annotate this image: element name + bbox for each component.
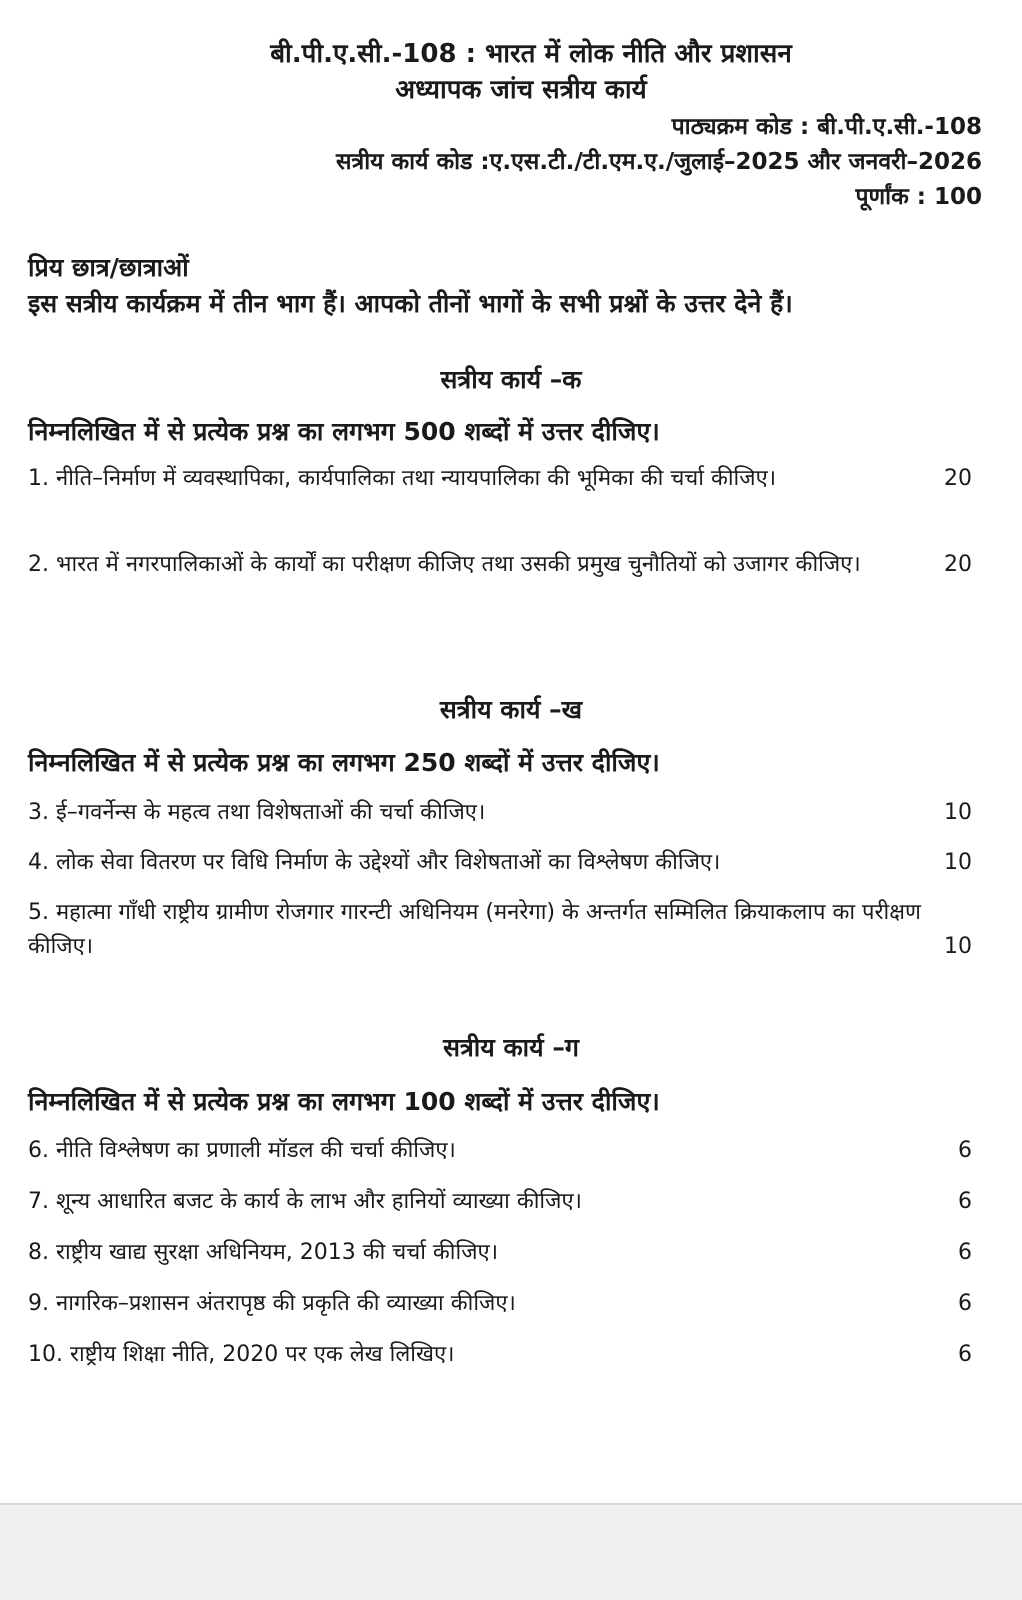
intro-text: इस सत्रीय कार्यक्रम में तीन भाग हैं। आपको तीनों भागों के सभी प्रश्नों के उत्तर देने हैं। [28, 289, 793, 318]
question-item [28, 796, 972, 830]
question-item [28, 1185, 972, 1219]
question-item [28, 1134, 972, 1168]
question-marks: 6 [958, 1291, 972, 1316]
question-item [28, 896, 972, 964]
question-item [28, 1236, 972, 1270]
assignment-code: सत्रीय कार्य कोड :ए.एस.टी./टी.एम.ए./जुलाई–2025 और जनवरी–2026 [335, 149, 982, 175]
section-title-c: सत्रीय कार्य –ग [443, 1033, 579, 1062]
course-title: बी.पी.ए.सी.-108 : भारत में लोक नीति और प्रशासन [270, 39, 792, 69]
question-text: 5. महात्मा गाँधी राष्ट्रीय ग्रामीण रोजगार गारन्टी अधिनियम (मनरेगा) के अन्तर्गत सम्मिलित क्रियाकलाप का परीक्षण कीजिए। [28, 900, 921, 959]
question-text: 6. नीति विश्लेषण का प्रणाली मॉडल की चर्चा कीजिए। [28, 1138, 456, 1163]
question-item [28, 1287, 972, 1321]
section-instruction-a: निम्नलिखित में से प्रत्येक प्रश्न का लगभग 500 शब्दों में उत्तर दीजिए। [28, 417, 660, 446]
salutation [28, 250, 793, 322]
document-header [0, 36, 1022, 108]
question-marks: 6 [958, 1138, 972, 1163]
section-instruction-c: निम्नलिखित में से प्रत्येक प्रश्न का लगभग 100 शब्दों में उत्तर दीजिए। [28, 1087, 660, 1116]
question-item [28, 548, 972, 582]
question-marks: 20 [944, 552, 972, 577]
question-text: 2. भारत में नगरपालिकाओं के कार्यों का परीक्षण कीजिए तथा उसकी प्रमुख चुनौतियों को उजागर कीजिए। [28, 552, 861, 577]
question-text: 7. शून्य आधारित बजट के कार्य के लाभ और हानियों व्याख्या कीजिए। [28, 1189, 582, 1214]
question-marks: 10 [944, 800, 972, 825]
section-title-a: सत्रीय कार्य –क [440, 365, 582, 394]
question-marks: 20 [944, 466, 972, 491]
max-marks: पूर्णांक : 100 [855, 184, 982, 210]
question-marks: 6 [958, 1342, 972, 1367]
assignment-subtitle: अध्यापक जांच सत्रीय कार्य [395, 75, 647, 105]
question-marks: 10 [944, 934, 972, 959]
question-text: 4. लोक सेवा वितरण पर विधि निर्माण के उद्देश्यों और विशेषताओं का विश्लेषण कीजिए। [28, 850, 721, 875]
section-title-b: सत्रीय कार्य –ख [439, 695, 583, 724]
question-text: 9. नागरिक–प्रशासन अंतरापृष्ठ की प्रकृति की व्याख्या कीजिए। [28, 1291, 516, 1316]
question-item [28, 846, 972, 880]
greeting: प्रिय छात्र/छात्राओं [28, 253, 189, 282]
assignment-meta [336, 110, 982, 215]
section-instruction-b: निम्नलिखित में से प्रत्येक प्रश्न का लगभग 250 शब्दों में उत्तर दीजिए। [28, 748, 660, 777]
question-item [28, 462, 972, 496]
course-code: पाठ्यक्रम कोड : बी.पी.ए.सी.-108 [671, 114, 982, 140]
question-text: 10. राष्ट्रीय शिक्षा नीति, 2020 पर एक लेख लिखिए। [28, 1342, 455, 1367]
question-text: 1. नीति–निर्माण में व्यवस्थापिका, कार्यपालिका तथा न्यायपालिका की भूमिका की चर्चा कीजिए। [28, 466, 777, 491]
question-marks: 6 [958, 1189, 972, 1214]
question-text: 3. ई–गवर्नेन्स के महत्व तथा विशेषताओं की चर्चा कीजिए। [28, 800, 486, 825]
question-item [28, 1338, 972, 1372]
question-marks: 10 [944, 850, 972, 875]
question-marks: 6 [958, 1240, 972, 1265]
question-text: 8. राष्ट्रीय खाद्य सुरक्षा अधिनियम, 2013 की चर्चा कीजिए। [28, 1240, 499, 1265]
